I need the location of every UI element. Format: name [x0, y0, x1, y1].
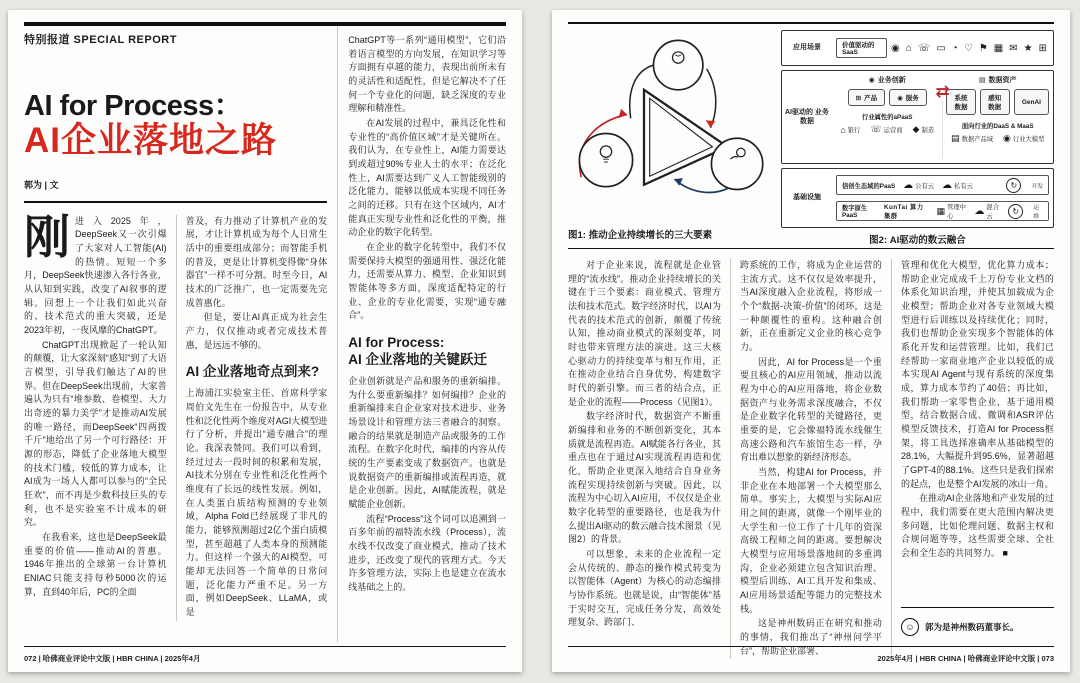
byline: 郭为 | 文 — [24, 179, 59, 190]
item-label: 公有云 — [915, 182, 935, 190]
left-main-area — [24, 26, 337, 642]
author-note — [901, 607, 1054, 636]
cart-icon: ⊞ — [1038, 42, 1047, 54]
mobility-icon: ⚑ — [978, 42, 988, 54]
display-icon: ▦ — [993, 42, 1004, 54]
fig2-row-business-data — [781, 70, 1054, 164]
three-elements-diagram — [568, 30, 777, 218]
chip-label: GenAI — [1021, 98, 1041, 106]
dropcap: 刚 — [24, 210, 70, 263]
left-column-2 — [176, 215, 328, 621]
scenario-icons — [891, 31, 1053, 65]
title-chinese: AI企业落地之路 — [24, 121, 278, 161]
author-note-text: 郭为是神州数码董事长。 — [924, 621, 1019, 632]
mini-label: 制造 — [921, 127, 935, 134]
data-domain-icon: ▤ — [951, 133, 960, 143]
paragraph: 跨系统的工作，将成为企业运营的主流方式。这不仅仅是效率提升，当AI深度融入企业流程，将形成一个个“数据-决策-价值”的闭环，这是一种颠覆性的重构。这种融合创新，正在重新定义企业的核心竞争力。 — [739, 260, 882, 353]
swap-arrow-icon: ⇄ — [935, 82, 950, 101]
paragraph-text: 进入2025年，DeepSeek又一次引爆了大家对人工智能(AI)的热情。短短一个多月，DeepSeek快速渗入各行各业，从认知到实践，改变了AI叙事的逻辑。回想上一个让我们如此兴奋的、技术范式的重大突破，还是2023年初，一夜风靡的ChatGPT。 — [24, 215, 167, 336]
kuntai-brand: KunTai 算力集群 — [883, 204, 924, 220]
page-right — [552, 10, 1070, 672]
row-label: AI驱动的 业务数据 — [784, 108, 829, 125]
industry-model-item — [1003, 133, 1044, 144]
bag-icon: ★ — [1023, 42, 1033, 54]
figure-2-caption: 图2: AI驱动的数云融合 — [869, 235, 966, 246]
bar-label: 信创生态域的PaaS — [841, 182, 896, 190]
private-cloud-icon: ☁ — [942, 179, 953, 191]
heading-line-2: AI 企业落地的关键跃迁 — [348, 351, 488, 367]
hybrid-cloud-icon: ☁ — [974, 205, 985, 217]
article-title — [24, 91, 327, 162]
right-column-1 — [568, 259, 730, 659]
right-column-3 — [892, 259, 1054, 659]
paragraph: 上海浦江实验室主任、首席科学家周伯文先生在一份报告中，从专业性和泛化性两个维度对AGI大模型进行了分析，并提出“通专融合”的理论。我深表赞同。我们可以看到，经过过去一段时间的积累和发展，AI技术分别在专业性和泛化性两个维度有了长远的线性发展。例如，在人类蛋白质结构预测的专业领域，Alpha Fold已经展现了非凡的能力，能够预测超过2亿个蛋白质模型，甚至超越了人类本身的预测能力。但这样一个强大的AI模型，可能却无法回答一个简单的日常问题，泛化能力严重不足。另一方面，例如DeepSeek、LLaMA，或是 — [185, 388, 328, 618]
figure-2 — [777, 30, 1054, 246]
paragraph: 但是，要让AI真正成为社会生产力，仅仅推动或者完成技术普惠，是远远不够的。 — [185, 312, 328, 350]
public-cloud-icon: ☁ — [903, 179, 914, 191]
health-icon: ♡ — [963, 42, 973, 54]
group-header: 业务创新 — [877, 77, 906, 84]
bank-item — [840, 125, 860, 135]
paragraph: 可以想象，未来的企业流程一定会从传统的、静态的操作模式转变为以智能体（Agent）为核心的动态编排与协作系统。也就是说，由“智能体”基于实时交互，完成任务分发，高效处理复杂、跨部门、 — [568, 549, 721, 628]
ops-circle-icon: ↻ — [1008, 204, 1023, 219]
left-column-3 — [337, 26, 506, 642]
page-footer-right: 2025年4月 | HBR CHINA | 哈佛商业评论中文版 | 073 — [568, 646, 1054, 664]
item-label: 私有云 — [954, 182, 973, 190]
factory-icon: ◆ — [912, 124, 920, 134]
fig2-row-app-scenarios — [781, 30, 1054, 66]
section-heading: AI 企业落地奇点到来? — [185, 364, 320, 380]
paragraph — [24, 210, 167, 338]
red-arrowhead-up — [618, 109, 627, 118]
chip-label: 系统数据 — [954, 95, 968, 111]
building-icon: ⌂ — [905, 42, 912, 54]
management-center-icon: ▦ — [936, 205, 946, 216]
mini-label: 运营商 — [883, 127, 903, 134]
chip-genai — [1014, 89, 1049, 115]
dev-circle-icon: ↻ — [1006, 178, 1021, 193]
camera-icon: ◉ — [891, 42, 900, 54]
chip-label: 产品 — [864, 95, 878, 102]
paragraph: 在我看来，这也是DeepSeek最重要的价值——推动AI的普惠。1946年推出的全球第一台计算机ENIAC只能支持每秒5000次的运算，直到40年后，PC的全面 — [24, 532, 167, 597]
telecom-item — [870, 124, 902, 135]
business-innovation-group — [832, 71, 943, 163]
paragraph: 管理和优化大模型，优化算力成本；帮助企业完成成千上万份专业文档的体系化知识治理，并使其加载成为企业模型；帮助企业对各专业领域大模型进行后训练以及持续优化；同时，我们也帮助企业实现多个智能体的体系化开发和运营管理。比如，我们已经帮助一家商业地产企业以较低的成本实现AI Agent与现有系统的深度集成，算力成本节约了40倍；再比如，我们帮助一家零售企业，基于通用模型，结合数据合成、微调和ASR评估模型反馈技术，打造AI for Process框架，将工具选择准确率从基础模型的28.1%，大幅提升到95.6%，显著超越了GPT-4的88.1%。这些只是我们探索的起点，也是整个AI发展的冰山一角。 — [900, 260, 1054, 489]
figure-1 — [568, 30, 777, 242]
paragraph-text: 在推动AI企业落地和产业发展的过程中，我们需要在更大范围内解决更多问题，比如伦理问题、数据主权和合规问题等等，这些需要全球、全社会和全生态的共同努力。 — [900, 493, 1054, 559]
watch-icon: ◔ — [951, 42, 958, 54]
divider — [942, 101, 943, 159]
end-mark: ■ — [1002, 548, 1008, 559]
section-kicker: 特别报道 SPECIAL REPORT — [24, 34, 177, 46]
paragraph: 当然，构建AI for Process，并非企业在本地部署一个大模型那么简单。事实上，大模型与实际AI应用之间的距离，就像一个刚毕业的大学生和一位工作了十几年的资深高级工程师之间的距离。要想解决大模型与应用场景落地间的多重鸿沟，企业必须建立包含知识治理、模型后训练、AI工具开发和集成、AI应用场景适配等能力的完整技术栈。 — [739, 467, 882, 614]
circle-label: 开发 — [1031, 183, 1043, 190]
manufacturing-item — [913, 124, 935, 135]
page-footer-left: 072 | 哈佛商业评论中文版 | HBR CHINA | 2025年4月 — [24, 646, 506, 664]
infra-bar-native-paas — [836, 201, 1049, 221]
row-label: 应用场景 — [792, 44, 821, 52]
paragraph: 企业创新就是产品和服务的重新编排。为什么要重新编排？如何编排？企业的重新编排来自企业家对技术进步、业务场景设计和管理方法三者融合的洞察。融合的结果就是制造产品或服务的工作流程。在数字化时代，编排的内容从传统的生产要素变成了数据资产。也就是说数据资产的重新编排或流程再造，就是企业创新。因此，AI赋能流程，就是赋能企业创新。 — [348, 375, 506, 509]
chip-label: 感知数据 — [988, 95, 1002, 111]
item-label: 混合云 — [986, 204, 1000, 220]
paragraph: ChatGPT等一系列“通用模型”，它们沿着语言模型的方向发展，在知识学习等方面拥有卓越的能力，表现出前所未有的灵活性和适配性，但是它解决不了任何一个专业化的问题，缺乏深度的专业理解和精准性。 — [348, 35, 506, 114]
daas-maas-label: 面向行业的DaaS & MaaS — [961, 123, 1034, 130]
service-icon: ◉ — [897, 94, 903, 102]
bar-label: 数字原生PaaS — [841, 205, 868, 219]
figure-divider-rule — [568, 248, 1054, 249]
title-rule — [24, 201, 327, 203]
saas-box: 价值驱动的SaaS — [836, 38, 887, 58]
paragraph — [901, 492, 1054, 560]
chip-system-data — [946, 89, 976, 115]
row-label: 基础设施 — [792, 194, 821, 202]
product-icon: ⊞ — [855, 94, 862, 102]
heading-line-1: AI for Process: — [348, 335, 445, 351]
paragraph: 普及，有力推动了计算机产业的发展，才让计算机成为每个人日常生活中的重要组成部分；而智能手机的普及，更是让计算机变得像“身体器官”一样不可分割。时至今日，AI技术的广泛推广，也一定需要先完成普惠化。 — [185, 215, 328, 308]
paragraph: 在AI发展的过程中，兼具泛化性和专业性的“高价值区域”才是关键所在。我们认为，在专业性上，AI能力需要达到或超过90%专业人士的水平；在泛化性上，AI需要达到广义人工智能级别的泛化能力，能够以低成本实现不同任务之间的迁移。只有在这个区域内，AI才能真正实现专业性和泛化性的平衡，推动企业的数字化转型。 — [348, 118, 506, 238]
group-header: 数据资产 — [988, 77, 1017, 84]
infra-bar-ecosystem-paas — [836, 175, 1049, 195]
title-english: AI for Process： — [24, 90, 243, 122]
telecom-icon: ☏ — [870, 124, 882, 134]
mail-icon: ✉ — [1009, 42, 1018, 54]
figure-1-caption: 图1: 推动企业持续增长的三大要素 — [568, 230, 713, 241]
model-icon: ◉ — [1003, 133, 1011, 143]
chip-service — [889, 89, 927, 106]
circle-label: 运维 — [1033, 205, 1040, 220]
page-left — [8, 10, 522, 672]
data-asset-group — [942, 71, 1053, 163]
phone-icon: ☏ — [917, 42, 931, 54]
paragraph: 在企业的数字化转型中，我们不仅需要保持大模型的强通用性、强泛化能力，还需要从算力、模型、企业知识到智能体等多方面，深度适配特定的行业、企业的专业化需要，实现“通专融合”。 — [348, 242, 506, 321]
paragraph: 对于企业来说，流程就是企业管理的“流水线”。推动企业持续增长的关键在于三个要素：商业模式、管理方法和技术范式。数字经济时代，以AI为代表的技术范式的创新，颠覆了传统认知，推动商业模式的深刻变革，同时也带来管理方法的演进。这三大核心驱动力的持续变革与相互作用，正在推动企业结合自身优势，构建数字时代的新引擎。而三者的结合点，正是企业的流程——Process（见图1）。 — [568, 260, 721, 407]
paragraph: ChatGPT出现掀起了一轮认知的颠覆，让大家深刻“感知”到了大语言模型，引导我们触达了AI的世界。但在DeepSeek出现前，大家普遍认为只有“堆参数、卷模型、大力出奇迹的暴力美学”才是推动AI发展的唯一路径，而DeepSeek“四两拨千斤”地给出了另一个可行路径：开源的形态，降低了企业落地大模型的技术门槛，较低的算力成本，让AI成为一场人人都可以参与的“全民狂欢”，而不再是少数科技巨头的专利，也不是实验室不计成本的研究。 — [24, 339, 167, 528]
card-icon: ▭ — [936, 42, 946, 54]
chip-product — [848, 89, 885, 106]
chip-sensed-data — [980, 89, 1010, 115]
author-person-icon: ☺ — [901, 618, 919, 636]
bank-icon: ⌂ — [840, 124, 846, 135]
mini-label: 行业大模型 — [1012, 136, 1045, 143]
chip-label: 服务 — [905, 95, 919, 102]
item-label: 管理中心 — [947, 204, 966, 220]
right-column-2 — [730, 259, 892, 659]
left-column-1 — [24, 210, 176, 621]
data-product-item — [951, 133, 993, 144]
section-heading — [348, 335, 506, 369]
mini-label: 银行 — [847, 127, 861, 134]
fig2-row-infrastructure — [781, 168, 1054, 228]
paragraph: 流程“Process”这个词可以追溯到一百多年前的福特流水线（Process），流水线不仅改变了商业模式，推动了技术进步，还改变了现代的管理方式。今天许多管理方法，实际上也是建立在流水线基础之上的。 — [348, 513, 506, 592]
mini-label: 数据产品域 — [961, 136, 994, 143]
paragraph: 这是神州数码正在研究和推动的事情，我们推出了“神州问学平台”，帮助企业部署、 — [739, 618, 882, 656]
red-arrowhead-down — [706, 120, 715, 128]
top-rule — [568, 22, 1054, 24]
gear-icon: ◉ — [868, 77, 875, 84]
paragraph: 因此，AI for Process是一个重要且核心的AI应用领域，推动以流程为中心的AI应用落地，将企业数据资产与业务需求深度融合，不仅是企业数字化转型的关键路径，更重要的是，它会像福特流水线催生高速公路和汽车旅馆生态一样，孕育出难以想象的新经济形态。 — [739, 356, 882, 463]
database-icon: ▤ — [978, 77, 986, 84]
paragraph: 数字经济时代，数据资产不断重新编排和业务的不断创新变化，其本质就是流程再造。AI赋能各行各业，其重点也在于通过AI实现流程再造和优化，帮助企业更深入地结合自身业务流程实现持续创新与突破。因此，以流程为中心切入AI应用，不仅仅是企业数字化转型的重要路径，也是我为什么提出AI驱动的数云融合技术图景（见图2）的背景。 — [568, 411, 721, 545]
apaas-label: 行业属性的aPaaS — [862, 114, 913, 121]
